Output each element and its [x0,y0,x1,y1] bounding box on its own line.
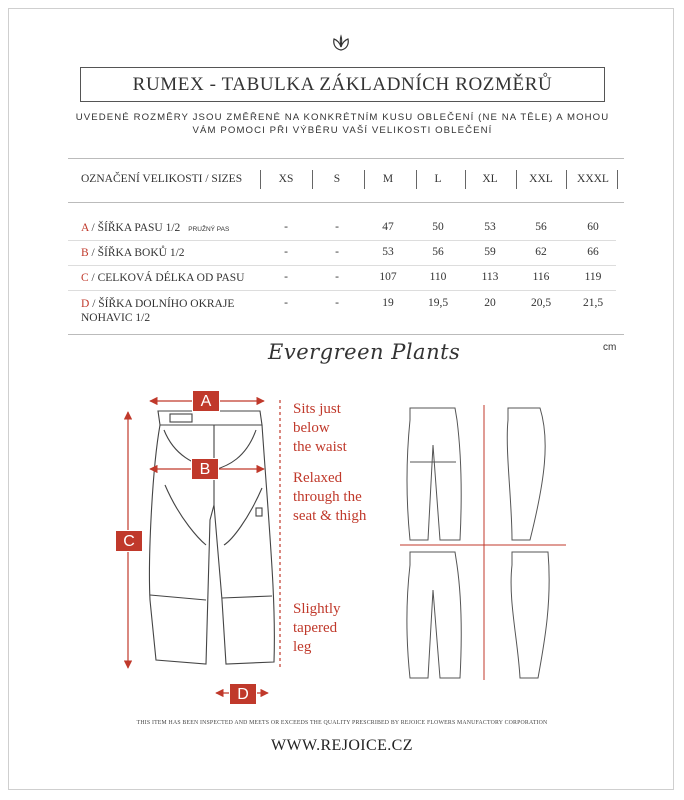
table-cell: 47 [382,221,394,233]
subtitle-line-2: VÁM POMOCI PŘI VÝBĚRU VAŠÍ VELIKOSTI OBLEČENÍ [192,125,493,136]
note-line: leg [293,639,312,655]
table-cell: 53 [484,221,496,233]
row-label-note: PRUŽNÝ PAS [188,226,230,233]
measure-badge-a: A [192,390,220,412]
note-waist [293,400,347,457]
table-cell: - [335,271,339,283]
row-letter: D [81,298,90,310]
table-cell: 116 [532,271,550,283]
row-label-text-line-2: NOHAVIC 1/2 [81,312,151,324]
size-header-m: M [382,173,394,185]
table-cell: 119 [584,271,602,283]
page-title: RUMEX - TABULKA ZÁKLADNÍCH ROZMĚRŮ [132,73,553,95]
row-label-text: / ŠÍŘKA DOLNÍHO OKRAJE [89,298,235,310]
note-line: Relaxed [293,470,343,486]
size-header-label: OZNAČENÍ VELIKOSTI / SIZES [81,173,243,185]
note-line: Slightly [293,601,341,617]
measure-badge-d: D [229,683,257,705]
table-cell: 56 [535,221,547,233]
table-cell: 20 [484,297,496,309]
size-header-xs: XS [278,173,294,185]
size-header-s: S [333,173,341,185]
table-cell: - [335,297,339,309]
table-cell: 53 [382,246,394,258]
note-seat [293,469,366,526]
unit-label: cm [603,342,617,353]
measure-badge-c: C [115,530,143,552]
note-line: seat & thigh [293,508,367,524]
table-cell: 21,5 [582,297,604,309]
front-pants-drawing [149,411,274,664]
table-cell: - [284,297,288,309]
table-cell: 66 [587,246,599,258]
note-leg [293,600,341,657]
size-header-xxl: XXL [529,173,553,185]
size-header-xl: XL [482,173,498,185]
table-cell: 19 [382,297,394,309]
row-label-text: / ŠÍŘKA BOKŮ 1/2 [88,247,185,259]
brand-logo-text: Evergreen Plants [268,340,461,364]
note-line: Sits just [293,401,341,417]
measurement-lines [128,400,280,693]
quality-statement: THIS ITEM HAS BEEN INSPECTED AND MEETS OR EXCEEDS THE QUALITY PRESCRIBED BY REJOICE FLOWERS MANUFACTORY CORPORATION [136,720,548,726]
table-cell: 62 [535,246,547,258]
size-header-l: L [434,173,442,185]
row-label-text: / CELKOVÁ DÉLKA OD PASU [88,272,245,284]
table-cell: 19,5 [427,297,449,309]
note-line: below [293,420,330,436]
table-cell: 20,5 [530,297,552,309]
table-cell: - [335,221,339,233]
table-cell: - [335,246,339,258]
table-cell: - [284,221,288,233]
table-cell: 113 [481,271,499,283]
table-cell: 60 [587,221,599,233]
row-label-text: / ŠÍŘKA PASU 1/2 [88,222,181,234]
pants-views-drawing [400,405,566,680]
note-line: tapered [293,620,338,636]
row-letter: B [81,247,89,259]
table-cell: - [284,246,288,258]
table-cell: 107 [379,271,397,283]
subtitle-line-1: UVEDENÉ ROZMĚRY JSOU ZMĚŘENÉ NA KONKRÉTNÍM KUSU OBLEČENÍ (NE NA TĚLE) A MOHOU [75,112,610,123]
table-cell: - [284,271,288,283]
note-line: through the [293,489,362,505]
table-cell: 59 [484,246,496,258]
size-header-xxxl: XXXL [577,173,609,185]
website-url: WWW.REJOICE.CZ [271,737,413,754]
row-letter: C [81,272,89,284]
table-cell: 110 [429,271,447,283]
row-letter: A [81,222,89,234]
table-cell: 50 [432,221,444,233]
measure-badge-b: B [191,458,219,480]
note-line: the waist [293,439,347,455]
table-cell: 56 [432,246,444,258]
